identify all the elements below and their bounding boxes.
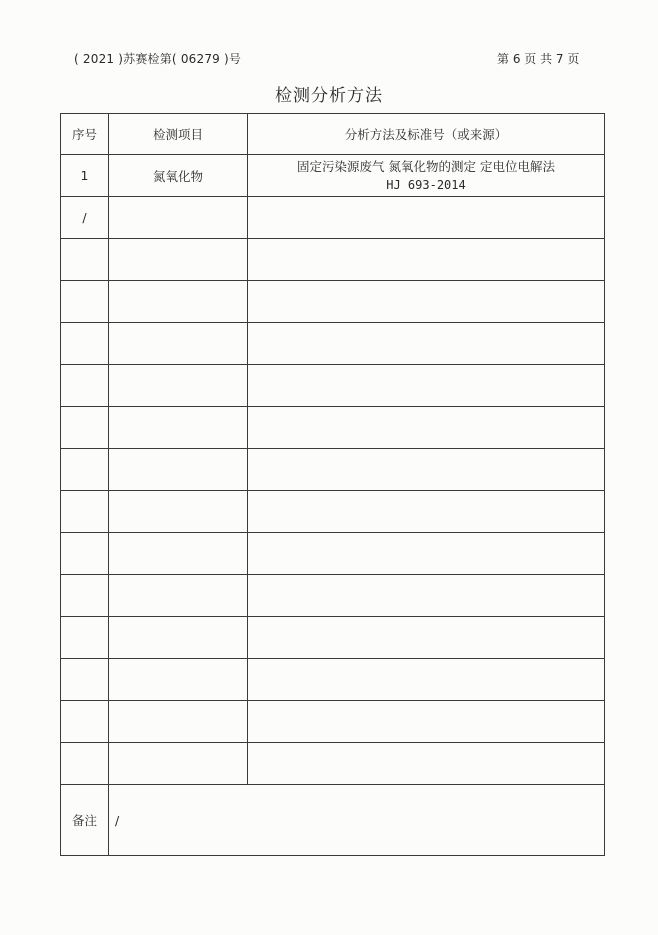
table-row-empty (61, 323, 605, 365)
table-row-empty (61, 575, 605, 617)
table-row-empty (61, 743, 605, 785)
column-header-number: 序号 (61, 114, 109, 155)
document-number: ( 2021 )苏赛检第( 06279 )号 (74, 52, 242, 66)
method-name: 固定污染源废气 氮氧化物的测定 定电位电解法 (297, 158, 555, 174)
table-row-empty (61, 407, 605, 449)
analysis-method-table (60, 113, 605, 856)
remark-label: 备注 (61, 785, 109, 856)
row-item: 氮氧化物 (109, 155, 248, 197)
page-title: 检测分析方法 (275, 86, 383, 106)
row-item (109, 197, 248, 239)
column-header-method: 分析方法及标准号（或来源） (248, 114, 605, 155)
table-row-empty (61, 701, 605, 743)
table-row-empty (61, 659, 605, 701)
row-method (248, 197, 605, 239)
table-row-empty (61, 365, 605, 407)
table-row-empty (61, 533, 605, 575)
row-number: / (61, 197, 109, 239)
table-row-empty (61, 449, 605, 491)
table-header-row (61, 114, 605, 155)
column-header-item: 检测项目 (109, 114, 248, 155)
table-row (61, 155, 605, 197)
table-row-empty (61, 239, 605, 281)
remark-row (61, 785, 605, 856)
page-info: 第 6 页 共 7 页 (497, 52, 580, 66)
row-number: 1 (61, 155, 109, 197)
row-method (248, 155, 605, 197)
table-row (61, 197, 605, 239)
table-row-empty (61, 491, 605, 533)
method-standard: HJ 693-2014 (386, 177, 466, 192)
table-row-empty (61, 281, 605, 323)
table-row-empty (61, 617, 605, 659)
remark-value: / (109, 785, 605, 856)
